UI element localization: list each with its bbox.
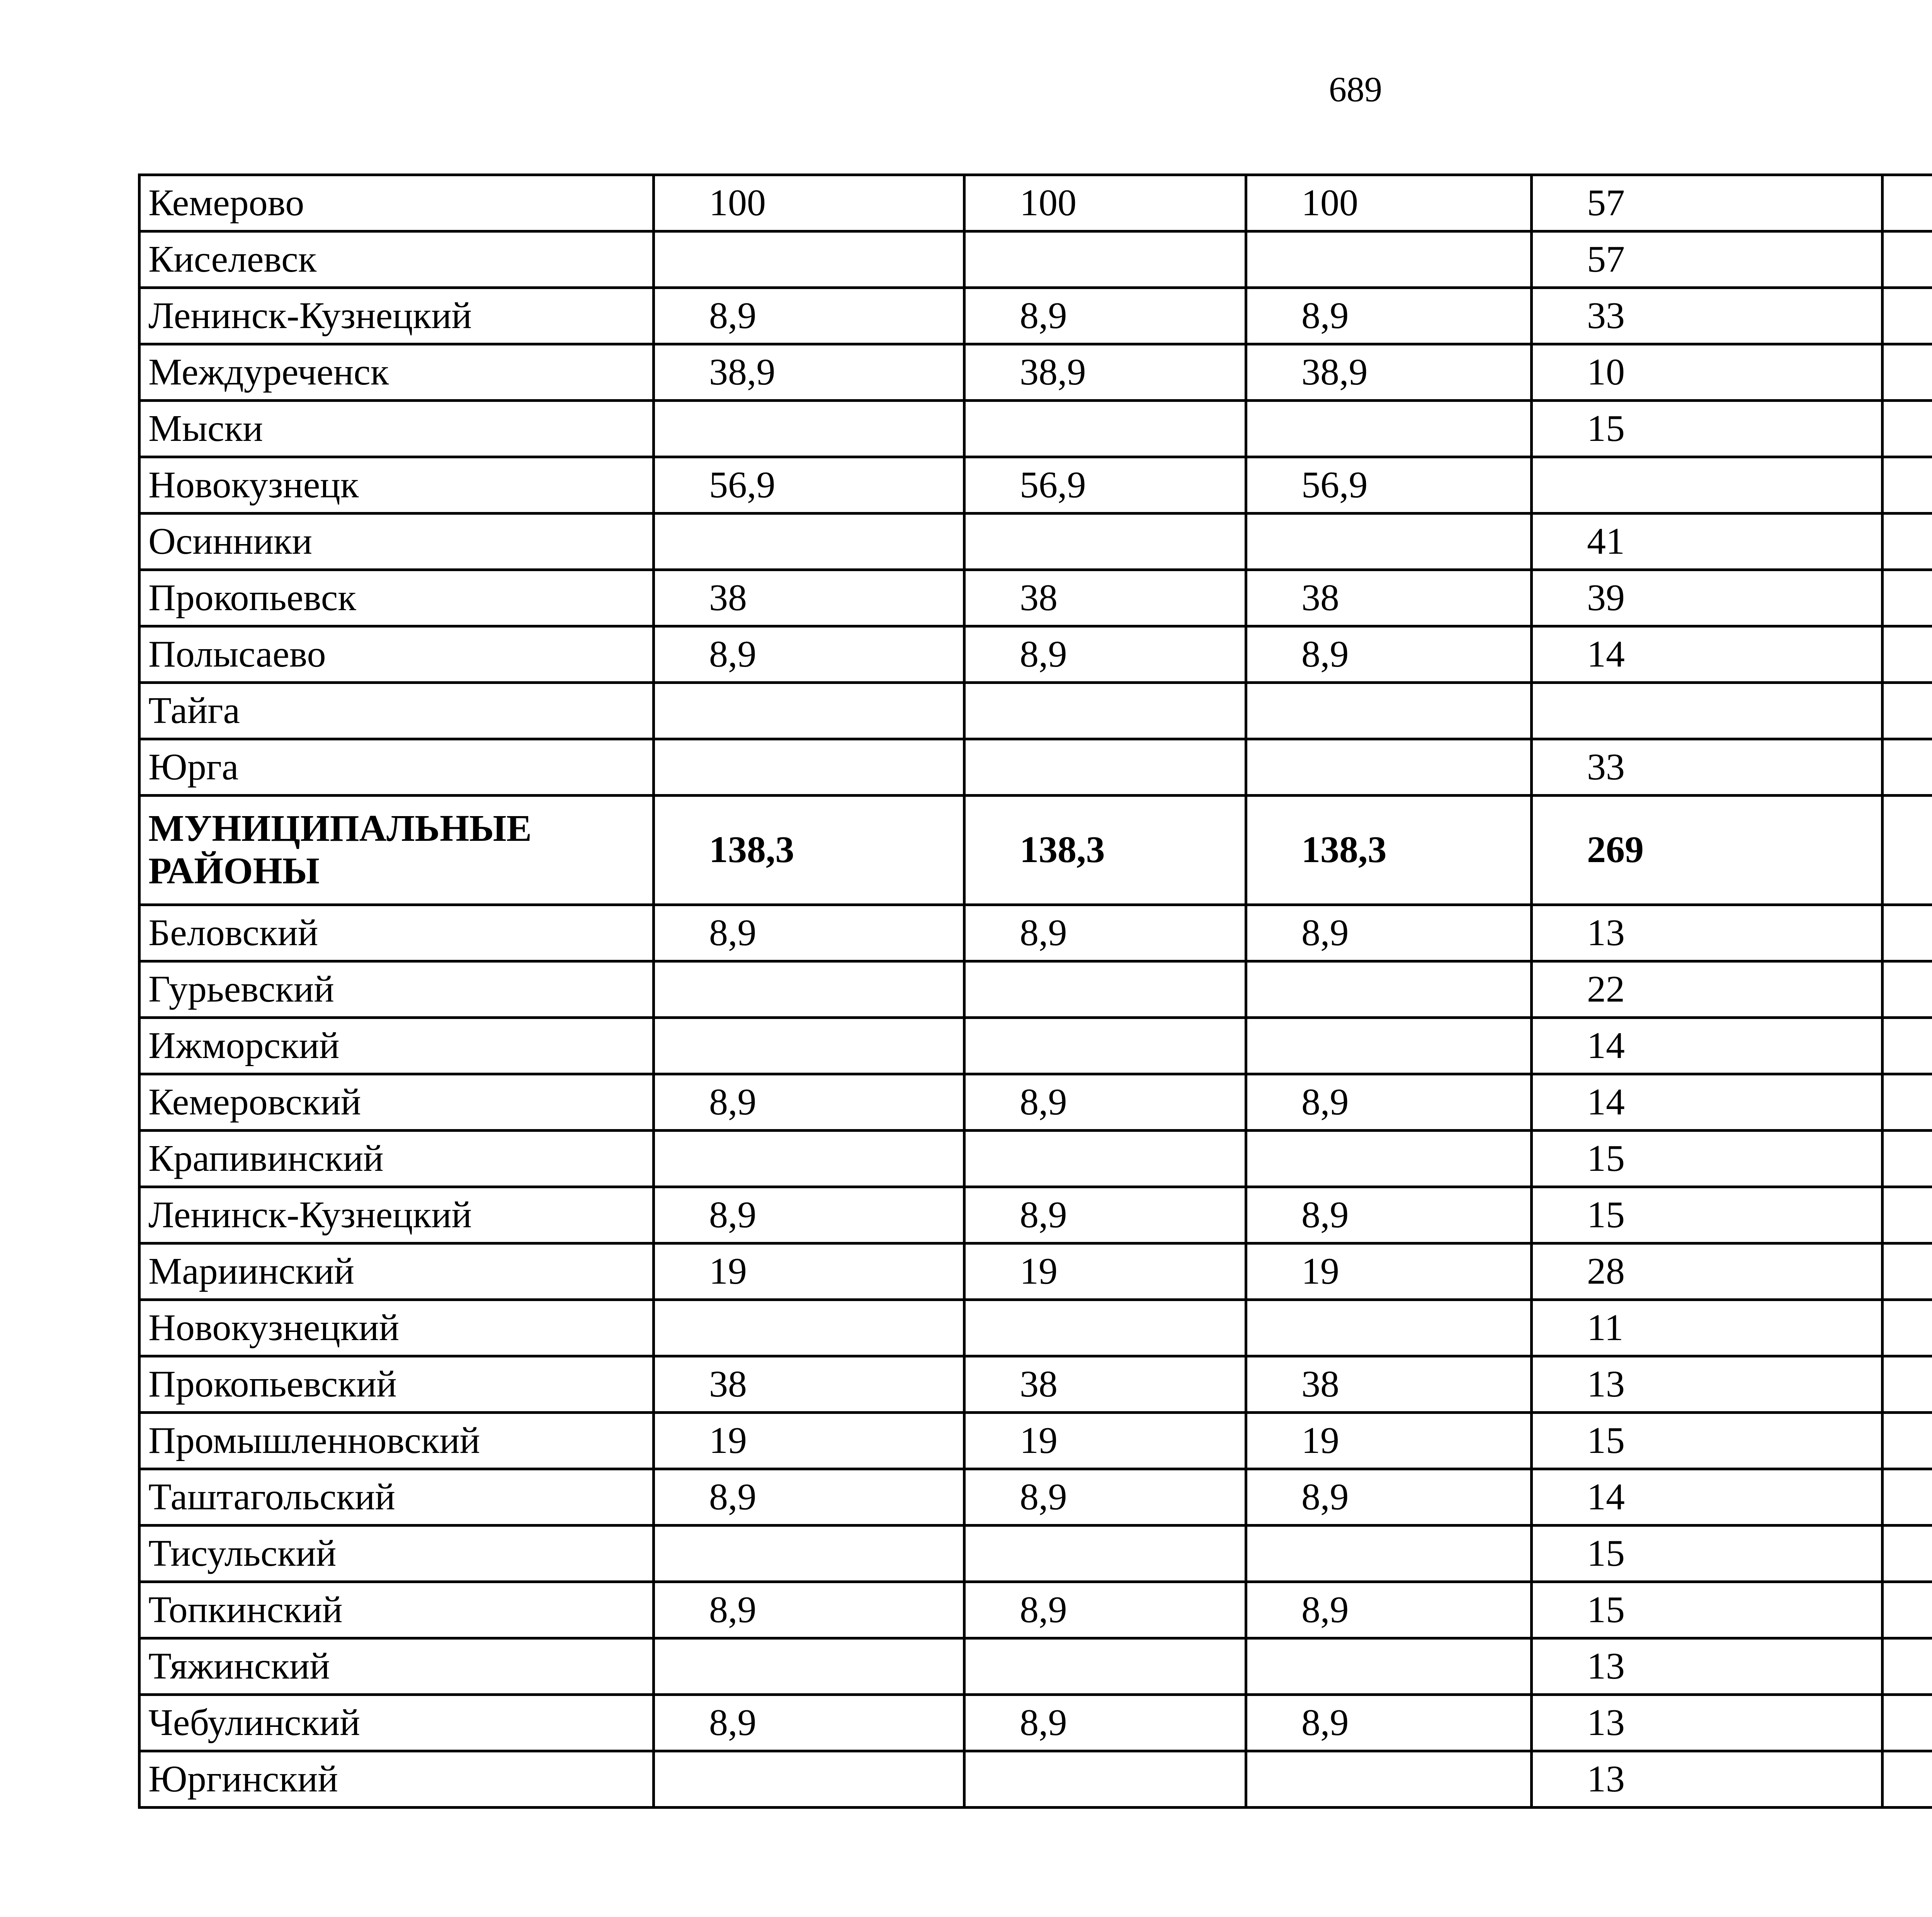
value-cell: 8,9	[654, 1582, 964, 1638]
value-cell	[1883, 961, 1932, 1018]
row-name-cell: Тяжинский	[139, 1638, 654, 1695]
table-row	[139, 626, 1932, 683]
value-cell	[1883, 739, 1932, 796]
row-name-cell: Таштагольский	[139, 1469, 654, 1526]
value-cell	[1246, 1751, 1532, 1808]
page-number: 689	[1329, 70, 1382, 109]
value-cell: 13	[1532, 1751, 1883, 1808]
table-row	[139, 683, 1932, 739]
table-row	[139, 401, 1932, 457]
row-name-cell: Юрга	[139, 739, 654, 796]
section-total-row	[139, 796, 1932, 905]
row-name-cell: Киселевск	[139, 231, 654, 288]
value-cell	[964, 1751, 1246, 1808]
value-cell: 38	[964, 1356, 1246, 1413]
value-cell	[1246, 683, 1532, 739]
value-cell	[1883, 1413, 1932, 1469]
value-cell: 8,9	[1246, 288, 1532, 344]
value-cell	[1883, 1469, 1932, 1526]
value-cell: 8,9	[964, 626, 1246, 683]
value-cell	[1883, 401, 1932, 457]
table-row	[139, 288, 1932, 344]
value-cell: 138,3	[1246, 796, 1532, 905]
row-name-cell: Тисульский	[139, 1526, 654, 1582]
value-cell: 8,9	[964, 1582, 1246, 1638]
value-cell	[1883, 1356, 1932, 1413]
value-cell: 13	[1532, 1638, 1883, 1695]
value-cell	[1883, 1638, 1932, 1695]
value-cell: 33	[1532, 288, 1883, 344]
value-cell	[964, 739, 1246, 796]
table-row	[139, 231, 1932, 288]
table-row	[139, 175, 1932, 231]
value-cell	[1246, 1638, 1532, 1695]
value-cell	[964, 231, 1246, 288]
table-row	[139, 1695, 1932, 1751]
table-row	[139, 1582, 1932, 1638]
value-cell: 8,9	[964, 1695, 1246, 1751]
value-cell	[654, 683, 964, 739]
row-name-cell: МУНИЦИПАЛЬНЫЕ РАЙОНЫ	[139, 796, 654, 905]
value-cell: 38	[654, 570, 964, 626]
table-row	[139, 1356, 1932, 1413]
value-cell: 14	[1532, 1018, 1883, 1074]
row-name-cell: Междуреченск	[139, 344, 654, 401]
value-cell	[654, 1751, 964, 1808]
value-cell: 56,9	[964, 457, 1246, 514]
value-cell	[654, 1638, 964, 1695]
value-cell	[1883, 175, 1932, 231]
value-cell	[964, 961, 1246, 1018]
value-cell: 15	[1532, 1187, 1883, 1243]
value-cell: 269	[1532, 796, 1883, 905]
table-row	[139, 1074, 1932, 1131]
value-cell	[1883, 1751, 1932, 1808]
value-cell: 8,9	[964, 1469, 1246, 1526]
value-cell	[1883, 1582, 1932, 1638]
value-cell	[1246, 1131, 1532, 1187]
value-cell	[1883, 457, 1932, 514]
value-cell: 38	[964, 570, 1246, 626]
value-cell	[654, 1300, 964, 1356]
value-cell	[1883, 1695, 1932, 1751]
value-cell: 38,9	[964, 344, 1246, 401]
table-row	[139, 1638, 1932, 1695]
value-cell: 15	[1532, 1413, 1883, 1469]
table-row	[139, 457, 1932, 514]
value-cell: 39	[1532, 570, 1883, 626]
table-row	[139, 1018, 1932, 1074]
row-name-cell: Ижморский	[139, 1018, 654, 1074]
value-cell	[1883, 1526, 1932, 1582]
value-cell: 100	[1246, 175, 1532, 231]
value-cell	[1883, 796, 1932, 905]
value-cell: 19	[1246, 1413, 1532, 1469]
row-name-cell: Промышленновский	[139, 1413, 654, 1469]
table-row	[139, 514, 1932, 570]
row-name-cell: Гурьевский	[139, 961, 654, 1018]
value-cell	[654, 231, 964, 288]
value-cell	[1246, 401, 1532, 457]
table-row	[139, 1413, 1932, 1469]
value-cell: 8,9	[1246, 1187, 1532, 1243]
value-cell: 14	[1532, 1469, 1883, 1526]
value-cell: 8,9	[654, 1074, 964, 1131]
value-cell	[964, 514, 1246, 570]
table-row	[139, 961, 1932, 1018]
row-name-cell: Тайга	[139, 683, 654, 739]
row-name-cell: Новокузнецкий	[139, 1300, 654, 1356]
table-row	[139, 1243, 1932, 1300]
value-cell	[1246, 1300, 1532, 1356]
value-cell: 8,9	[964, 1074, 1246, 1131]
value-cell: 38	[1246, 570, 1532, 626]
value-cell	[1532, 457, 1883, 514]
table-row	[139, 570, 1932, 626]
value-cell	[1883, 231, 1932, 288]
data-table	[138, 173, 1932, 1809]
value-cell	[1883, 514, 1932, 570]
value-cell: 22	[1532, 961, 1883, 1018]
value-cell: 15	[1532, 1131, 1883, 1187]
value-cell: 8,9	[1246, 1695, 1532, 1751]
value-cell: 8,9	[964, 1187, 1246, 1243]
value-cell	[654, 1018, 964, 1074]
row-name-cell: Осинники	[139, 514, 654, 570]
table-row	[139, 1751, 1932, 1808]
value-cell: 13	[1532, 905, 1883, 961]
value-cell: 10	[1532, 344, 1883, 401]
value-cell	[654, 1526, 964, 1582]
value-cell	[1246, 1526, 1532, 1582]
value-cell: 19	[964, 1413, 1246, 1469]
table-row	[139, 1300, 1932, 1356]
value-cell: 138,3	[654, 796, 964, 905]
value-cell	[1883, 905, 1932, 961]
value-cell: 8,9	[654, 905, 964, 961]
value-cell: 33	[1532, 739, 1883, 796]
value-cell: 100	[964, 175, 1246, 231]
value-cell: 57	[1532, 231, 1883, 288]
value-cell	[964, 401, 1246, 457]
table-row	[139, 1131, 1932, 1187]
row-name-cell: Чебулинский	[139, 1695, 654, 1751]
value-cell	[964, 1131, 1246, 1187]
row-name-cell: Мариинский	[139, 1243, 654, 1300]
value-cell	[964, 1638, 1246, 1695]
value-cell	[1246, 1018, 1532, 1074]
table-row	[139, 905, 1932, 961]
value-cell: 28	[1532, 1243, 1883, 1300]
value-cell: 14	[1532, 626, 1883, 683]
row-name-cell: Крапивинский	[139, 1131, 654, 1187]
value-cell	[654, 1131, 964, 1187]
table-row	[139, 344, 1932, 401]
value-cell	[654, 961, 964, 1018]
value-cell: 13	[1532, 1695, 1883, 1751]
value-cell	[1246, 514, 1532, 570]
value-cell: 19	[964, 1243, 1246, 1300]
row-name-cell: Топкинский	[139, 1582, 654, 1638]
value-cell: 41	[1532, 514, 1883, 570]
value-cell	[1246, 231, 1532, 288]
value-cell: 8,9	[1246, 1469, 1532, 1526]
value-cell: 8,9	[1246, 1074, 1532, 1131]
row-name-cell: Прокопьевск	[139, 570, 654, 626]
value-cell	[1883, 570, 1932, 626]
table-row	[139, 1187, 1932, 1243]
value-cell: 8,9	[1246, 905, 1532, 961]
value-cell: 8,9	[654, 288, 964, 344]
row-name-cell: Новокузнецк	[139, 457, 654, 514]
value-cell: 8,9	[1246, 1582, 1532, 1638]
value-cell	[1883, 1074, 1932, 1131]
value-cell	[1883, 1131, 1932, 1187]
row-name-cell: Ленинск-Кузнецкий	[139, 1187, 654, 1243]
value-cell: 8,9	[654, 1695, 964, 1751]
value-cell: 14	[1532, 1074, 1883, 1131]
value-cell: 19	[1246, 1243, 1532, 1300]
value-cell	[1883, 1300, 1932, 1356]
table-row	[139, 1469, 1932, 1526]
table-body	[139, 175, 1932, 1808]
value-cell: 19	[654, 1413, 964, 1469]
table-row	[139, 739, 1932, 796]
value-cell	[654, 401, 964, 457]
value-cell: 56,9	[654, 457, 964, 514]
value-cell: 15	[1532, 1582, 1883, 1638]
value-cell: 15	[1532, 401, 1883, 457]
table-row	[139, 1526, 1932, 1582]
value-cell: 38	[654, 1356, 964, 1413]
value-cell	[1246, 961, 1532, 1018]
value-cell: 8,9	[964, 288, 1246, 344]
value-cell: 8,9	[654, 1469, 964, 1526]
value-cell: 8,9	[1246, 626, 1532, 683]
value-cell: 138,3	[964, 796, 1246, 905]
value-cell: 15	[1532, 1526, 1883, 1582]
value-cell	[964, 1018, 1246, 1074]
row-name-cell: Кемеровский	[139, 1074, 654, 1131]
value-cell: 57	[1532, 175, 1883, 231]
value-cell	[1883, 1018, 1932, 1074]
value-cell: 8,9	[654, 626, 964, 683]
value-cell	[1883, 344, 1932, 401]
row-name-cell: Беловский	[139, 905, 654, 961]
row-name-cell: Полысаево	[139, 626, 654, 683]
value-cell: 38	[1246, 1356, 1532, 1413]
value-cell: 56,9	[1246, 457, 1532, 514]
value-cell	[1883, 1243, 1932, 1300]
value-cell: 100	[654, 175, 964, 231]
value-cell: 8,9	[964, 905, 1246, 961]
row-name-cell: Ленинск-Кузнецкий	[139, 288, 654, 344]
row-name-cell: Мыски	[139, 401, 654, 457]
value-cell: 11	[1532, 1300, 1883, 1356]
value-cell: 13	[1532, 1356, 1883, 1413]
value-cell	[1883, 683, 1932, 739]
row-name-cell: Юргинский	[139, 1751, 654, 1808]
value-cell	[1246, 739, 1532, 796]
value-cell	[1883, 626, 1932, 683]
value-cell	[964, 683, 1246, 739]
value-cell	[964, 1300, 1246, 1356]
value-cell	[654, 739, 964, 796]
value-cell	[1532, 683, 1883, 739]
row-name-cell: Прокопьевский	[139, 1356, 654, 1413]
value-cell	[1883, 288, 1932, 344]
value-cell	[1883, 1187, 1932, 1243]
value-cell: 38,9	[1246, 344, 1532, 401]
value-cell: 8,9	[654, 1187, 964, 1243]
value-cell	[654, 514, 964, 570]
row-name-cell: Кемерово	[139, 175, 654, 231]
value-cell	[964, 1526, 1246, 1582]
value-cell: 19	[654, 1243, 964, 1300]
value-cell: 38,9	[654, 344, 964, 401]
